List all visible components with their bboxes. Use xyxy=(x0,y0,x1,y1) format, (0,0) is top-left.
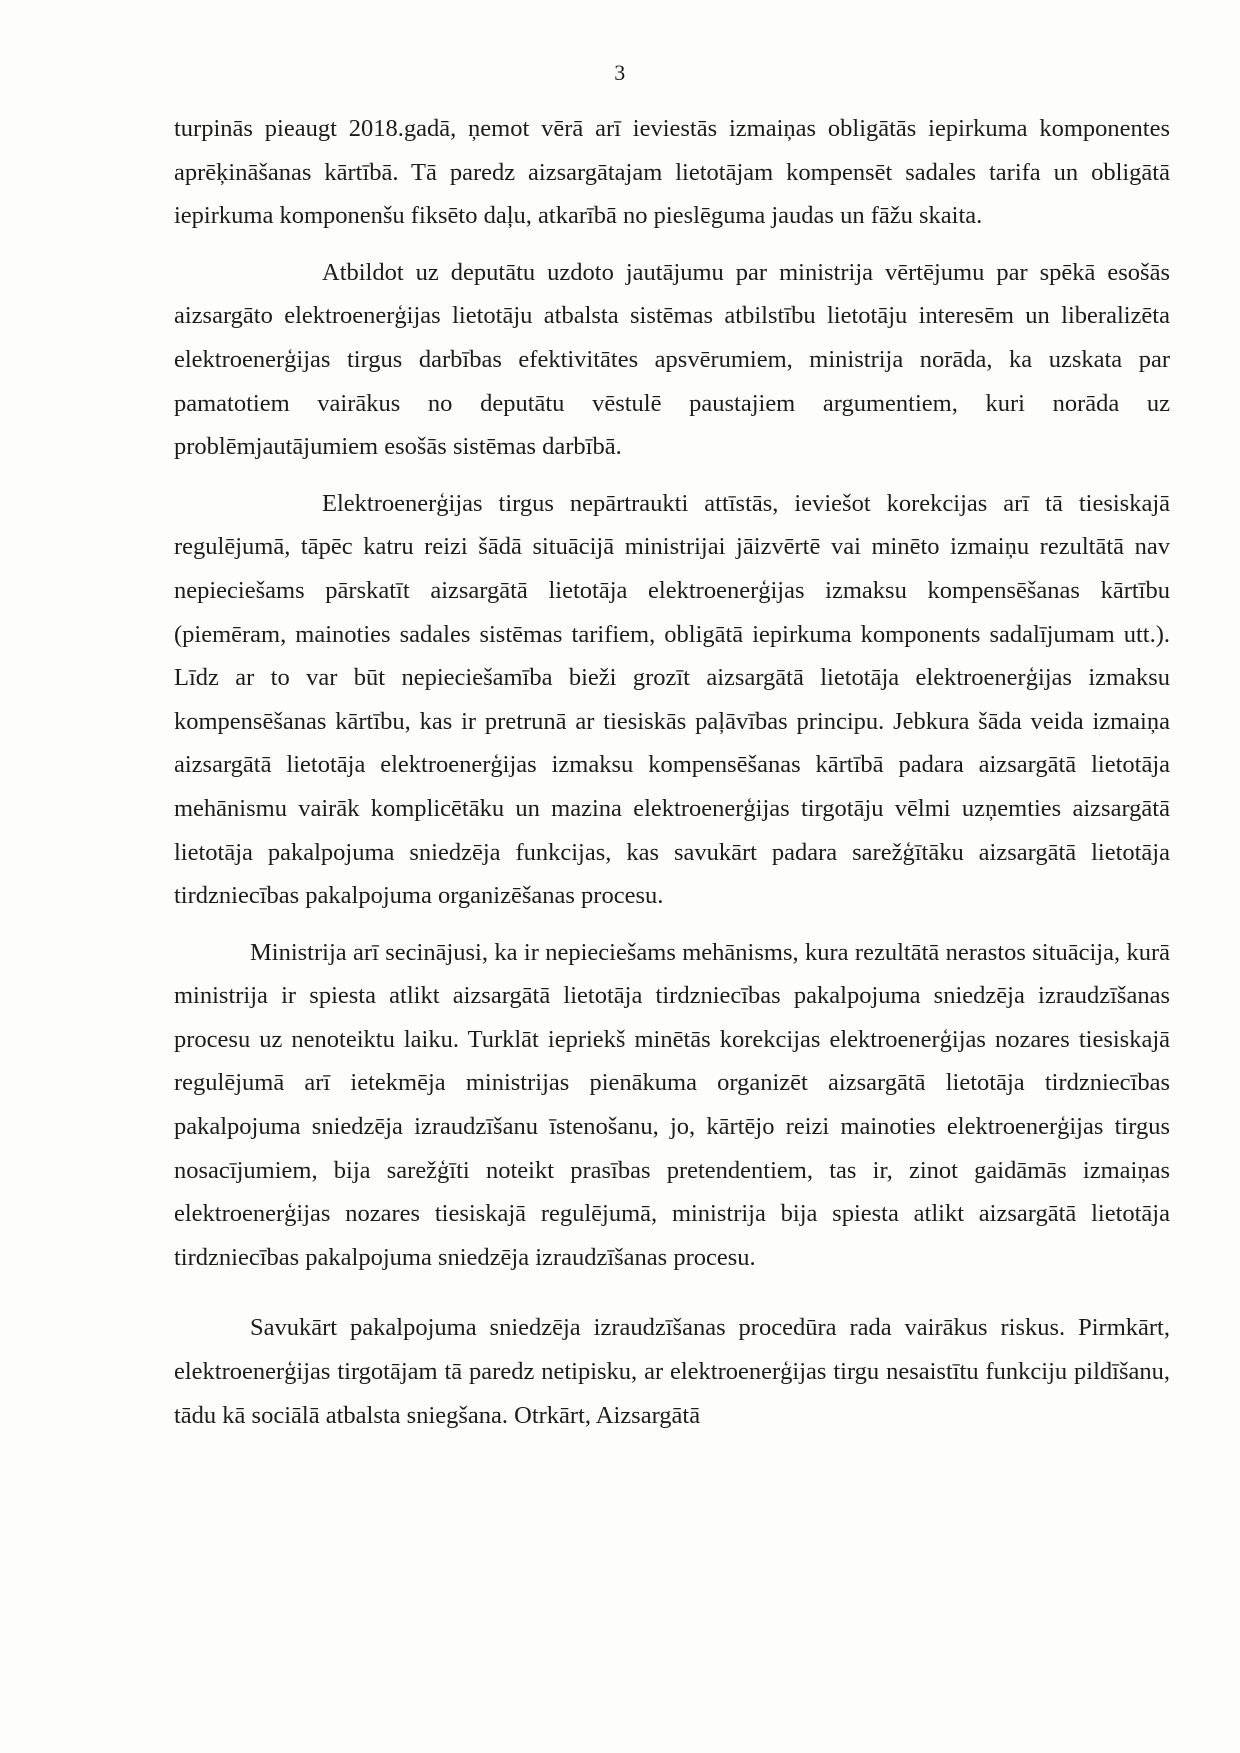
document-body xyxy=(174,107,1170,1437)
paragraph-ministry-assessment: Atbildot uz deputātu uzdoto jautājumu par ministrija vērtējumu par spēkā esošās aizsargāto elektroenerģijas lietotāju atbalsta sistēmas atbilstību lietotāju interesēm un liberalizēta elektroenerģijas tirgus darbības efektivitātes apsvērumiem, ministrija norāda, ka uzskata par pamatotiem vairākus no deputātu vēstulē paustajiem argumentiem, kuri norāda uz problēmjautājumiem esošās sistēmas darbībā. xyxy=(174,258,1170,461)
page-number: 3 xyxy=(614,60,626,85)
paragraph-procedure-risks: Savukārt pakalpojuma sniedzēja izraudzīšanas procedūra rada vairākus riskus. Pirmkārt, elektroenerģijas tirgotājam tā paredz netipisku, ar elektroenerģijas tirgu nesaistītu funkciju pildīšanu, tādu kā sociālā atbalsta sniegšana. Otrkārt, Aizsargātā xyxy=(174,1314,1170,1429)
paragraph-ministry-conclusion: Ministrija arī secinājusi, ka ir nepieciešams mehānisms, kura rezultātā nerastos situācija, kurā ministrija ir spiesta atlikt aizsargātā lietotāja tirdzniecības pakalpojuma sniedzēja izraudzīšanas procesu uz nenoteiktu laiku. Turklāt iepriekš minētās korekcijas elektroenerģijas nozares tiesiskajā regulējumā arī ietekmēja ministrijas pienākuma organizēt aizsargātā lietotāja tirdzniecības pakalpojuma sniedzēja izraudzīšanu īstenošanu, jo, kārtējo reizi mainoties elektroenerģijas tirgus nosacījumiem, bija sarežģīti noteikt prasības pretendentiem, tas ir, zinot gaidāmās izmaiņas elektroenerģijas nozares tiesiskajā regulējumā, ministrija bija spiesta atlikt aizsargātā lietotāja tirdzniecības pakalpojuma sniedzēja izraudzīšanas procesu. xyxy=(174,938,1170,1271)
paragraph-market-development: Elektroenerģijas tirgus nepārtraukti attīstās, ieviešot korekcijas arī tā tiesiskajā regulējumā, tāpēc katru reizi šādā situācijā ministrijai jāizvērtē vai minēto izmaiņu rezultātā nav nepieciešams pārskatīt aizsargātā lietotāja elektroenerģijas izmaksu kompensēšanas kārtību (piemēram, mainoties sadales sistēmas tarifiem, obligātā iepirkuma komponents sadalījumam utt.). Līdz ar to var būt nepieciešamība bieži grozīt aizsargātā lietotāja elektroenerģijas izmaksu kompensēšanas kārtību, kas ir pretrunā ar tiesiskās paļāvības principu. Jebkura šāda veida izmaiņa aizsargātā lietotāja elektroenerģijas izmaksu kompensēšanas kārtībā padara aizsargātā lietotāja mehānismu vairāk komplicētāku un mazina elektroenerģijas tirgotāju vēlmi uzņemties aizsargātā lietotāja pakalpojuma sniedzēja funkcijas, kas savukārt padara sarežģītāku aizsargātā lietotāja tirdzniecības pakalpojuma organizēšanas procesu. xyxy=(174,489,1170,910)
paragraph-tariff-continuation: turpinās pieaugt 2018.gadā, ņemot vērā arī ieviestās izmaiņas obligātās iepirkuma komponentes aprēķināšanas kārtībā. Tā paredz aizsargātajam lietotājam kompensēt sadales tarifa un obligātā iepirkuma komponenšu fiksēto daļu, atkarībā no pieslēguma jaudas un fāžu skaita. xyxy=(174,115,1170,230)
